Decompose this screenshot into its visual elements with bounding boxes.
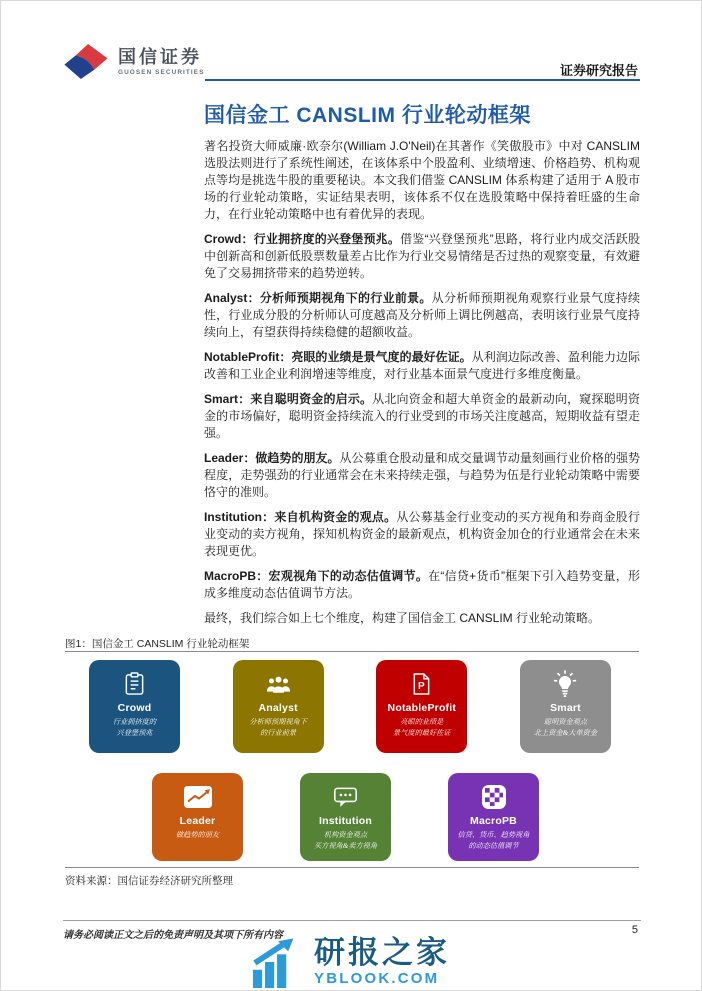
header-divider [205, 79, 640, 81]
figure-caption: 图1：国信金工 CANSLIM 行业轮动框架 [65, 638, 250, 650]
card-title: Crowd [117, 702, 152, 714]
figure-cards-row-1 [89, 660, 611, 753]
card-macropb [448, 773, 539, 861]
institution-body: 从公募基金行业变动的买方视角和券商金股行业变动的卖方视角，探知机构资金的最新观点，机构资金加仓的行业通常会在未来表现更优。 [204, 510, 640, 558]
card-subtitle: 亮眼的业绩是 景气度的最好佐证 [393, 718, 451, 737]
card-institution [300, 773, 391, 861]
institution-lead: Institution：来自机构资金的观点。 [204, 510, 397, 524]
report-type-label: 证券研究报告 [559, 63, 638, 78]
logo-text [118, 47, 205, 76]
notableprofit-body: 从利润边际改善、盈利能力边际改善和工业企业利润增速等维度，对行业基本面景气度进行多维度衡量。 [204, 350, 640, 381]
analyst-lead: Analyst：分析师预期视角下的行业前景。 [204, 291, 432, 305]
figure-top-divider [65, 651, 639, 652]
page-number: 5 [631, 924, 638, 936]
logo-name-cn: 国信证券 [118, 47, 202, 67]
closing-paragraph: 最终，我们综合如上七个维度，构建了国信金工 CANSLIM 行业轮动策略。 [204, 611, 601, 625]
footer-disclaimer: 请务必阅读正文之后的免责声明及其项下所有内容 [63, 930, 283, 941]
card-subtitle: 做趋势的朋友 [175, 831, 220, 839]
crowd-body: 借鉴“兴登堡预兆”思路，将行业内成交活跃股中创新高和创新低股票数量差占比作为行业交易情绪是否过热的观察变量，有效避免了交易拥挤带来的趋势逆转。 [204, 232, 640, 280]
card-title: Leader [179, 815, 216, 827]
macropb-body: 在“信贷+货币”框架下引入趋势变量，形成多维度动态估值调节方法。 [204, 569, 640, 600]
yblook-watermark [252, 937, 450, 991]
card-subtitle: 行业拥挤度的 兴登堡预兆 [112, 718, 157, 737]
intro-paragraph: 著名投资大师威廉·欧奈尔(William J.O'Neil)在其著作《笑傲股市》中对 CANSLIM 选股法则进行了系统性阐述，在该体系中个股盈利、业绩增速、价格趋势、机构观点等均是挑选牛股的重要秘诀。本文我们借鉴 CANSLIM 体系构建了适用于 A 股市场的行业轮动策略，实证结果表明，该体系不仅在选股策略中保持着旺盛的生命力，在行业轮动策略中也有着优异的表现。 [204, 139, 640, 221]
card-subtitle: 聪明资金观点 北上资金&大单资金 [533, 718, 598, 737]
people-icon [265, 668, 292, 699]
card-subtitle: 信贷、货币、趋势视角 的动态估值调节 [457, 831, 530, 850]
analyst-body: 从分析师预期视角观察行业景气度持续性，行业成分股的分析师认可度越高及分析师上调比例越高，表明该行业景气度持续向上，有望获得持续稳健的超额收益。 [204, 291, 640, 339]
leader-body: 从公募重仓股动量和成交量调节动量刻画行业价格的强势程度，走势强劲的行业通常会在未来持续走强，与趋势为伍是行业轮动策略中需要恪守的准则。 [204, 451, 640, 499]
bulb-icon [553, 668, 577, 699]
figure-source: 资料来源：国信证券经济研究所整理 [65, 875, 233, 887]
svg-text:P: P [418, 680, 425, 692]
card-analyst [233, 660, 324, 753]
trend-chart-icon [183, 781, 213, 812]
guosen-logo-icon [63, 43, 109, 80]
smart-body: 从北向资金和超大单资金的最新动向，窥探聪明资金的市场偏好，聪明资金持续流入的行业受到的市场关注度越高，短期收益有望走强。 [204, 392, 640, 440]
article-body [204, 138, 640, 635]
card-subtitle: 机构资金观点 买方视角&卖方视角 [313, 831, 378, 850]
card-notableprofit [376, 660, 467, 753]
paragraph-leader [204, 450, 640, 501]
card-title: Institution [319, 815, 372, 827]
figure-bottom-divider [65, 867, 639, 868]
card-title: NotableProfit [387, 702, 457, 714]
leader-lead: Leader：做趋势的朋友。 [204, 451, 340, 465]
card-subtitle: 分析师预期视角下 的行业前景 [249, 718, 307, 737]
footer-divider [63, 920, 641, 921]
logo-name-en: GUOSEN SECURITIES [118, 69, 205, 76]
watermark-name-en: YBLOOK.COM [314, 970, 440, 987]
card-title: Analyst [258, 702, 298, 714]
paragraph-crowd [204, 231, 640, 282]
smart-lead: Smart：来自聪明资金的启示。 [204, 392, 373, 406]
watermark-name-cn: 研报之家 [314, 935, 450, 970]
paragraph-notableprofit [204, 349, 640, 383]
card-crowd [89, 660, 180, 753]
paragraph-institution [204, 509, 640, 560]
figure-cards-row-2 [152, 773, 539, 861]
crowd-lead: Crowd：行业拥挤度的兴登堡预兆。 [204, 232, 401, 246]
clipboard-icon [123, 668, 146, 699]
card-title: Smart [550, 702, 581, 714]
guosen-logo [63, 43, 205, 80]
paragraph-smart [204, 391, 640, 442]
page-title: 国信金工 CANSLIM 行业轮动框架 [204, 104, 531, 127]
checkerboard-icon [481, 781, 507, 812]
chat-bubble-icon [332, 781, 359, 812]
watermark-text [314, 937, 450, 987]
card-smart [520, 660, 611, 753]
paragraph-analyst [204, 290, 640, 341]
bar-chart-arrow-icon [252, 937, 306, 991]
macropb-lead: MacroPB：宏观视角下的动态估值调节。 [204, 569, 429, 583]
card-title: MacroPB [470, 815, 517, 827]
notableprofit-lead: NotableProfit：亮眼的业绩是景气度的最好佐证。 [204, 350, 472, 364]
card-leader [152, 773, 243, 861]
paragraph-macropb [204, 568, 640, 602]
document-p-icon [411, 668, 432, 699]
